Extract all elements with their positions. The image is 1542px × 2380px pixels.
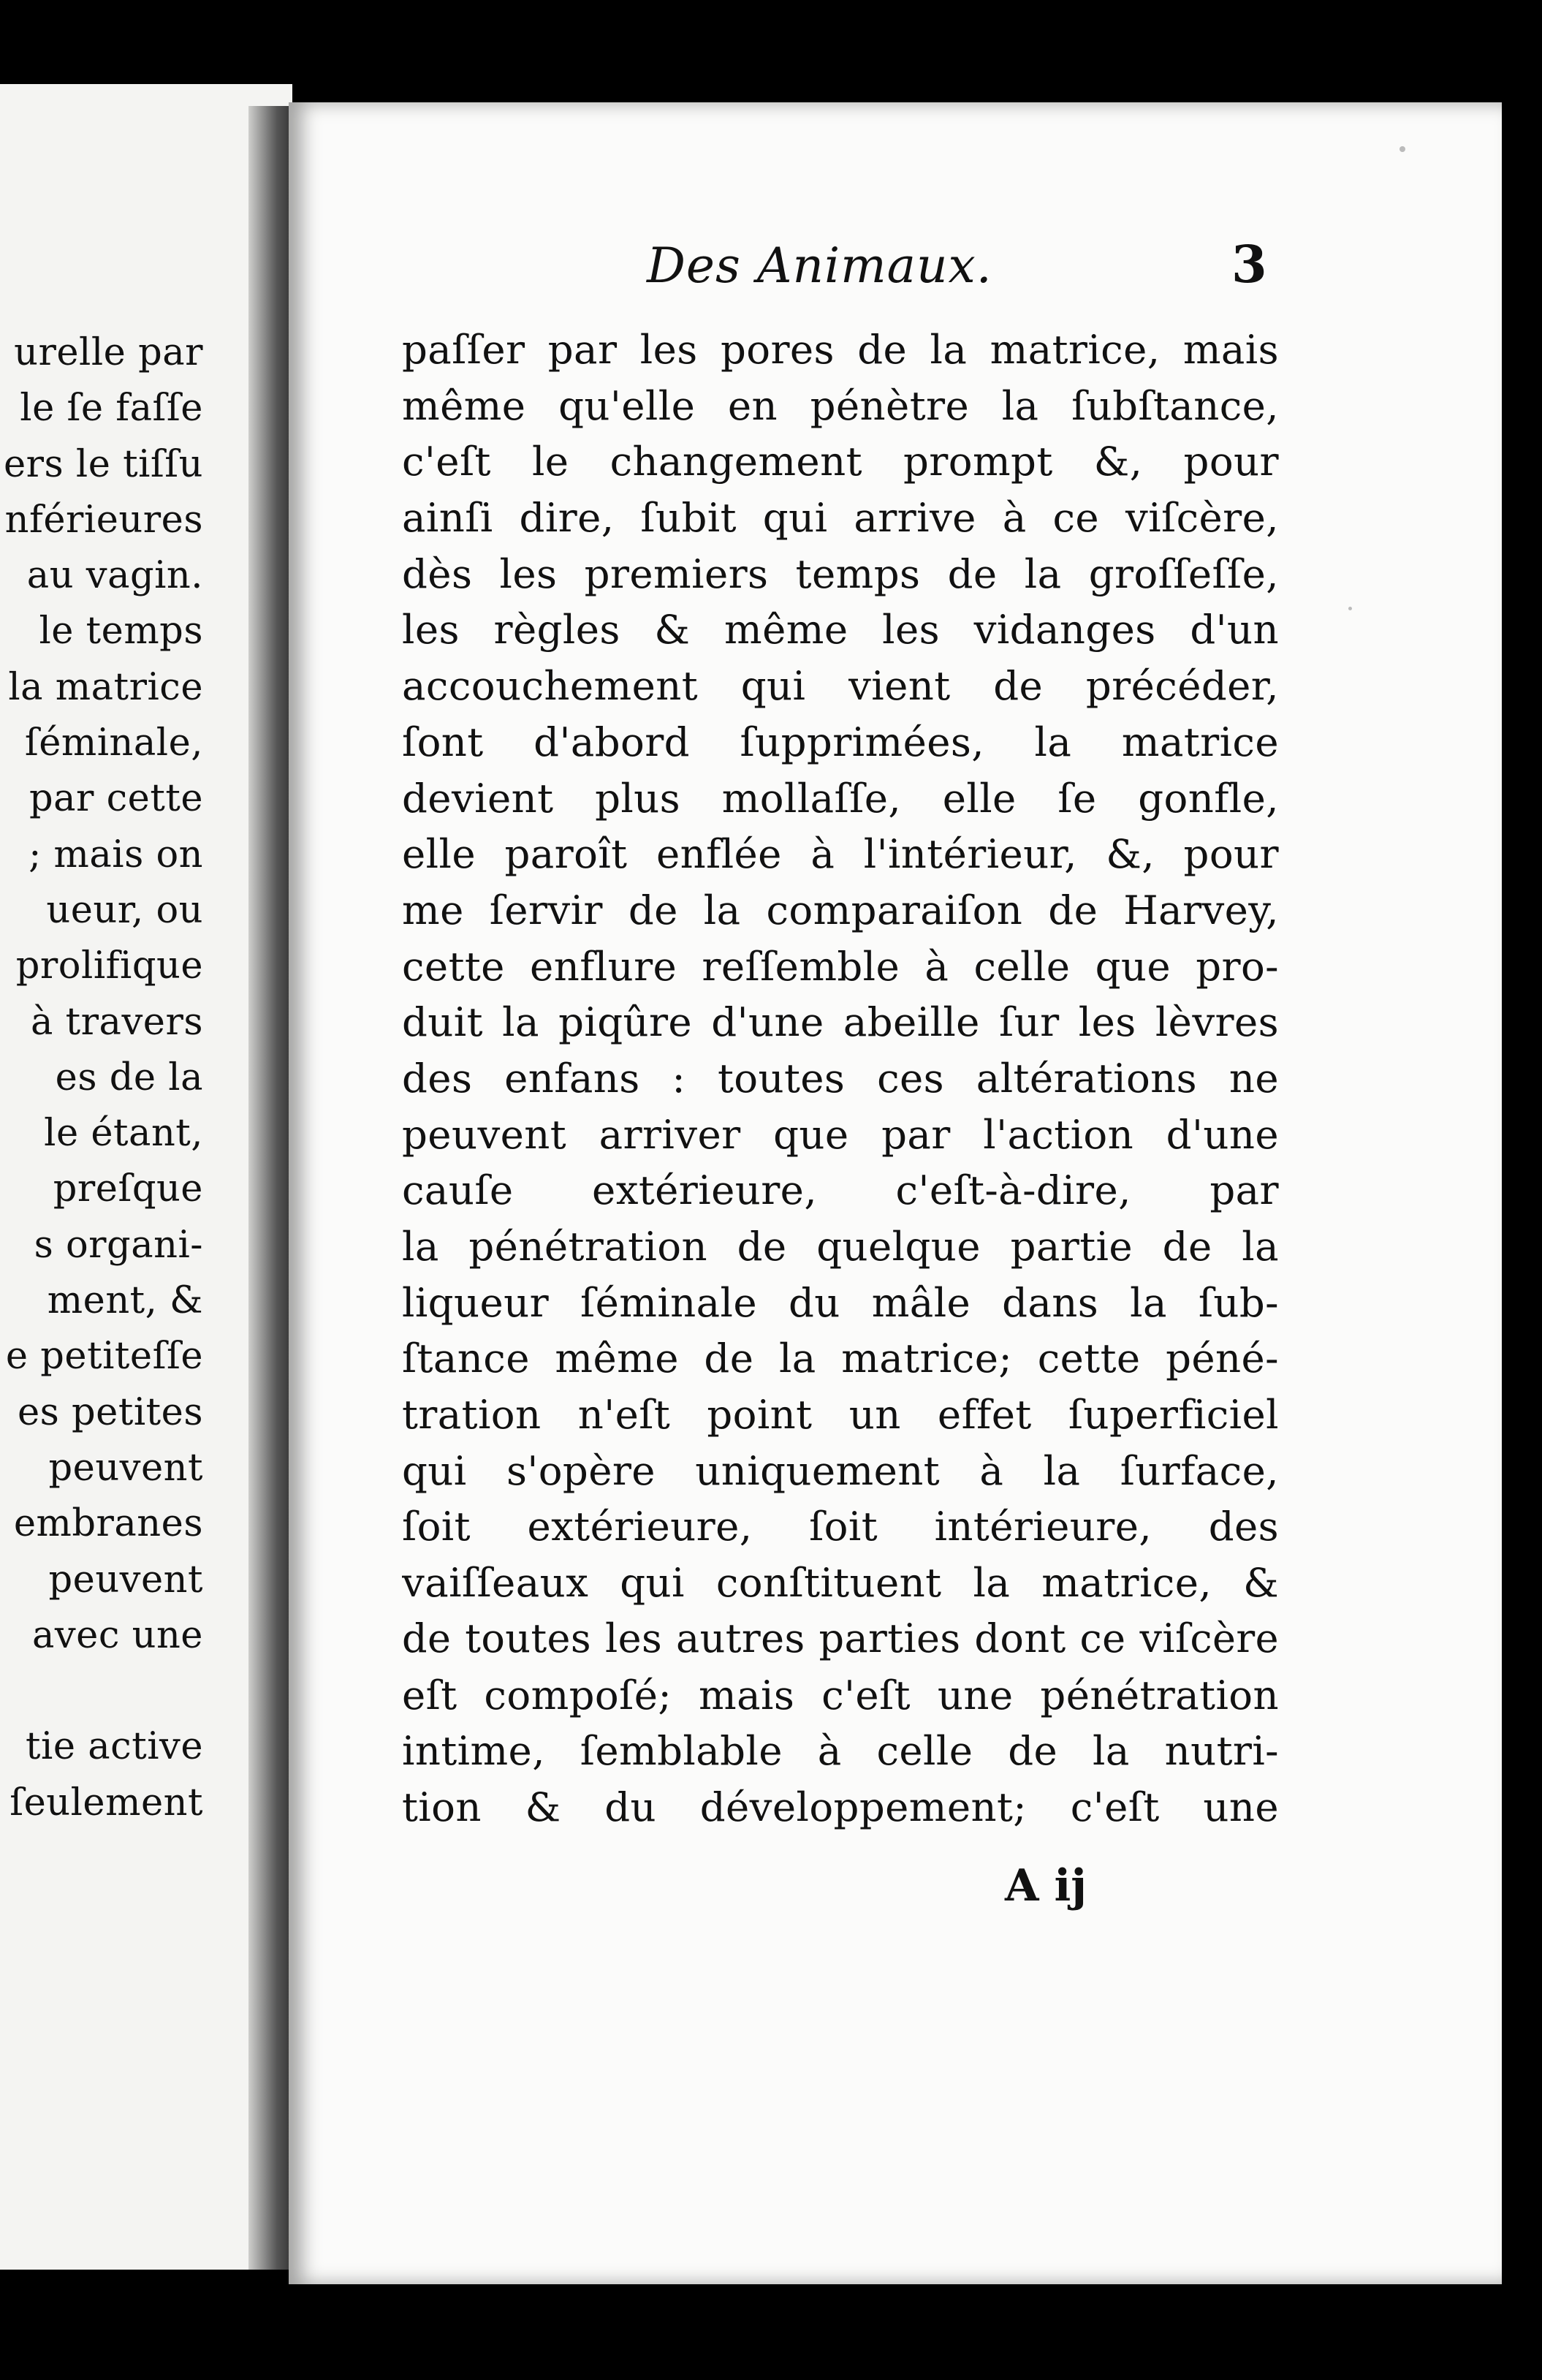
- text-line: tration n'eſt point un effet ſuperficiel: [402, 1391, 1279, 1439]
- right-page: [289, 102, 1502, 2284]
- left-page-line: e petiteſſe: [5, 1335, 203, 1379]
- text-line: devient plus mollaſſe, elle ſe gonfle,: [402, 774, 1279, 822]
- text-line: elle paroît enflée à l'intérieur, &, pour: [402, 830, 1279, 878]
- text-line: tion & du développement; c'eſt une: [402, 1783, 1279, 1830]
- left-page-line: au vagin.: [26, 554, 203, 598]
- left-page-line: s organi-: [34, 1223, 203, 1267]
- text-line: peuvent arriver que par l'action d'une: [402, 1110, 1279, 1158]
- left-page-line: prolifique: [15, 944, 203, 988]
- left-page-text: [4, 325, 203, 1831]
- text-line: ſtance même de la matrice; cette péné-: [402, 1335, 1279, 1382]
- paper-speck: [1348, 607, 1352, 610]
- text-line: qui s'opère uniquement à la ſurface,: [402, 1447, 1279, 1494]
- body-text: [402, 322, 1279, 1835]
- signature-mark: A ij: [1005, 1860, 1087, 1911]
- text-line: cauſe extérieure, c'eſt-à-dire, par: [402, 1167, 1279, 1214]
- left-page-line: à travers: [31, 1000, 203, 1044]
- left-page-line: [4, 1664, 203, 1719]
- text-line: paſſer par les pores de la matrice, mais: [402, 326, 1279, 373]
- text-line: ſont d'abord ſupprimées, la matrice: [402, 718, 1279, 765]
- left-page-line: avec une: [31, 1613, 203, 1657]
- left-page-line: preſque: [53, 1167, 203, 1211]
- left-page-line: le temps: [39, 610, 203, 653]
- page-number: 3: [1231, 234, 1267, 295]
- text-line: les règles & même les vidanges d'un: [402, 606, 1279, 653]
- left-page-line: ; mais on: [29, 833, 203, 876]
- left-page-line: peuvent: [48, 1558, 203, 1602]
- left-page-line: ment, &: [47, 1279, 203, 1323]
- text-line: de toutes les autres parties dont ce viſcère: [402, 1615, 1279, 1661]
- left-page-line: ueur, ou: [46, 888, 203, 932]
- text-line: dès les premiers temps de la groſſeſſe,: [402, 550, 1279, 597]
- left-page-line: le étant,: [44, 1112, 203, 1156]
- left-page-line: par cette: [29, 777, 203, 821]
- running-head: Des Animaux.: [647, 238, 992, 294]
- left-page-line: tie active: [26, 1725, 203, 1769]
- text-line: même qu'elle en pénètre la ſubſtance,: [402, 382, 1279, 429]
- text-line: cette enflure reſſemble à celle que pro-: [402, 942, 1279, 990]
- text-line: me ſervir de la comparaiſon de Harvey,: [402, 886, 1279, 933]
- left-page-line: ſéminale,: [24, 721, 203, 765]
- text-line: des enfans : toutes ces altérations ne: [402, 1054, 1279, 1102]
- text-line: ſoit extérieure, ſoit intérieure, des: [402, 1503, 1279, 1550]
- paper-speck: [1399, 146, 1405, 152]
- left-page-line: urelle par: [14, 331, 203, 374]
- left-page-line: es petites: [17, 1390, 203, 1434]
- left-page-line: embranes: [13, 1502, 203, 1546]
- left-page-line: nférieures: [4, 498, 203, 542]
- left-page-line: ers le tiſſu: [3, 442, 203, 486]
- left-page-line: la matrice: [8, 665, 203, 709]
- text-line: duit la piqûre d'une abeille ſur les lèvres: [402, 998, 1279, 1046]
- text-line: intime, ſemblable à celle de la nutri-: [402, 1727, 1279, 1775]
- left-page-line: peuvent: [48, 1446, 203, 1490]
- text-line: c'eſt le changement prompt &, pour: [402, 438, 1279, 485]
- left-page-line: le ſe faſſe: [20, 387, 203, 431]
- left-page-line: ſeulement: [10, 1781, 203, 1824]
- text-line: liqueur ſéminale du mâle dans la ſub-: [402, 1278, 1279, 1326]
- text-line: vaiſſeaux qui conſtituent la matrice, &: [402, 1559, 1279, 1607]
- text-line: accouchement qui vient de précéder,: [402, 662, 1279, 710]
- text-line: ainſi dire, ſubit qui arrive à ce viſcère,: [402, 494, 1279, 542]
- text-line: eſt compoſé; mais c'eſt une pénétration: [402, 1671, 1279, 1718]
- left-page-line: es de la: [55, 1056, 203, 1099]
- text-line: la pénétration de quelque partie de la: [402, 1223, 1279, 1270]
